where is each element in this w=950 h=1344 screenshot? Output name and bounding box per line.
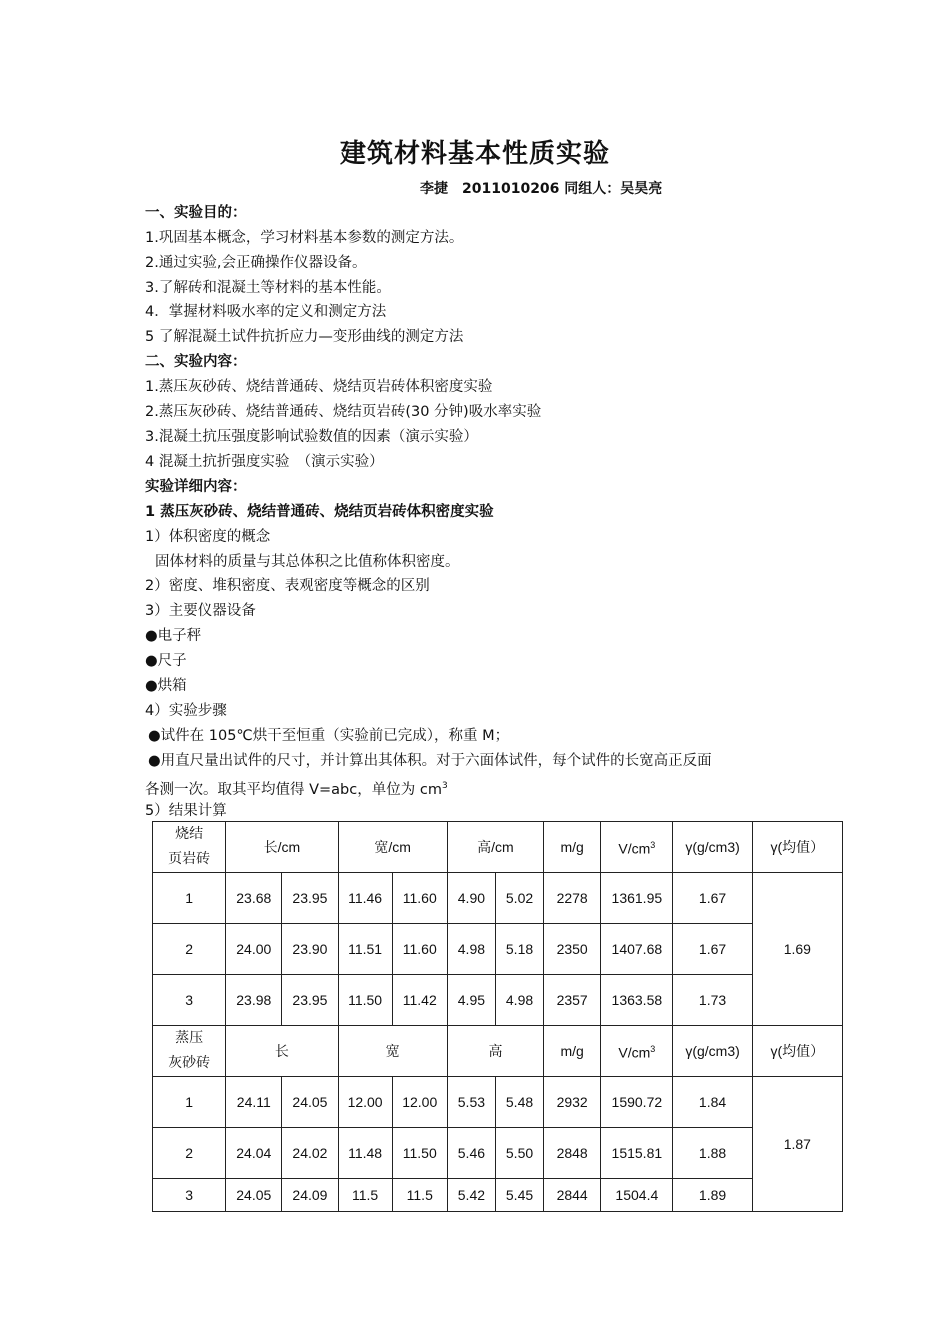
cell-value: 5.42 (447, 1179, 495, 1212)
subsection-heading: 1 蒸压灰砂砖、烧结普通砖、烧结页岩砖体积密度实验 (145, 504, 494, 520)
cell-value: 12.00 (338, 1077, 392, 1128)
cell-value: 1515.81 (601, 1128, 673, 1179)
cell-value: 1590.72 (601, 1077, 673, 1128)
cell-value: 12.00 (392, 1077, 447, 1128)
cell-value: 11.50 (338, 975, 392, 1026)
cell-value: 4.98 (495, 975, 543, 1026)
header-mass: m/g (544, 1026, 601, 1077)
bullet-item: ●尺子 (145, 653, 187, 669)
cell-value: 1.67 (673, 873, 752, 924)
bullet-item: ●烘箱 (145, 678, 187, 694)
cell-value: 11.46 (338, 873, 392, 924)
cell-value: 23.95 (282, 873, 338, 924)
cell-value: 5.02 (495, 873, 543, 924)
cell-value: 11.50 (392, 1128, 447, 1179)
cell-index: 1 (153, 1077, 226, 1128)
cell-value: 2278 (544, 873, 601, 924)
header-width: 宽 (338, 1026, 447, 1077)
table-row (153, 924, 843, 975)
cell-value: 2350 (544, 924, 601, 975)
cell-value: 1361.95 (601, 873, 673, 924)
section-heading: 一、实验目的： (145, 205, 247, 221)
table-row (153, 1128, 843, 1179)
results-table (152, 821, 843, 1212)
table-row (153, 873, 843, 924)
paragraph: 1）体积密度的概念 (145, 529, 271, 545)
cell-value: 11.60 (392, 924, 447, 975)
paragraph: 5 了解混凝土试件抗折应力—变形曲线的测定方法 (145, 329, 464, 345)
cell-value: 4.90 (447, 873, 495, 924)
cell-value: 1407.68 (601, 924, 673, 975)
cell-value: 24.09 (282, 1179, 338, 1212)
table-row (153, 1077, 843, 1128)
paragraph (145, 776, 448, 800)
paragraph: 4）实验步骤 (145, 703, 227, 719)
cell-index: 2 (153, 924, 226, 975)
header-height: 高/cm (447, 822, 543, 873)
header-width: 宽/cm (338, 822, 447, 873)
document-title: 建筑材料基本性质实验 (339, 139, 610, 169)
sample-name-line: 灰砂砖 (168, 1055, 211, 1071)
cell-value: 4.98 (447, 924, 495, 975)
table-row (153, 975, 843, 1026)
superscript: 3 (441, 781, 448, 791)
bullet-item: ●试件在 105℃烘干至恒重（实验前已完成），称重 M； (148, 728, 510, 744)
header-density: γ(g/cm3) (673, 822, 752, 873)
cell-value: 5.48 (495, 1077, 543, 1128)
cell-value: 23.90 (282, 924, 338, 975)
cell-value: 4.95 (447, 975, 495, 1026)
table1-header-row (153, 822, 843, 873)
cell-value: 2848 (544, 1128, 601, 1179)
cell-value: 24.11 (226, 1077, 282, 1128)
cell-index: 3 (153, 975, 226, 1026)
paragraph: 2.蒸压灰砂砖、烧结普通砖、烧结页岩砖(30 分钟)吸水率实验 (145, 404, 542, 420)
superscript: 3 (650, 1043, 656, 1054)
cell-value: 1.67 (673, 924, 752, 975)
cell-value: 1.84 (673, 1077, 752, 1128)
cell-value: 11.42 (392, 975, 447, 1026)
cell-value: 23.95 (282, 975, 338, 1026)
paragraph: 1.蒸压灰砂砖、烧结普通砖、烧结页岩砖体积密度实验 (145, 379, 493, 395)
cell-value: 5.45 (495, 1179, 543, 1212)
cell-value: 2932 (544, 1077, 601, 1128)
table-row (153, 1179, 843, 1212)
cell-value: 24.05 (282, 1077, 338, 1128)
paragraph: 4．掌握材料吸水率的定义和测定方法 (145, 304, 387, 320)
table2-header-row (153, 1026, 843, 1077)
paragraph: 3.了解砖和混凝土等材料的基本性能。 (145, 280, 391, 296)
header-length: 长 (226, 1026, 338, 1077)
cell-value: 2844 (544, 1179, 601, 1212)
cell-value: 11.48 (338, 1128, 392, 1179)
cell-value: 24.02 (282, 1128, 338, 1179)
cell-index: 2 (153, 1128, 226, 1179)
header-volume-text: V/cm (618, 1044, 651, 1061)
cell-value: 1363.58 (601, 975, 673, 1026)
cell-value: 23.68 (226, 873, 282, 924)
paragraph: 固体材料的质量与其总体积之比值称体积密度。 (155, 554, 460, 570)
cell-index: 1 (153, 873, 226, 924)
sample-name-line: 蒸压 (175, 1030, 204, 1046)
paragraph-text: 各测一次。取其平均值得 V=abc，单位为 cm (145, 781, 442, 798)
cell-value: 5.46 (447, 1128, 495, 1179)
cell-value: 5.53 (447, 1077, 495, 1128)
cell-value: 24.00 (226, 924, 282, 975)
cell-average: 1.87 (752, 1077, 842, 1212)
bullet-item: ●用直尺量出试件的尺寸，并计算出其体积。对于六面体试件，每个试件的长宽高正反面 (148, 753, 712, 769)
cell-average: 1.69 (752, 873, 842, 1026)
cell-index: 3 (153, 1179, 226, 1212)
section-heading: 二、实验内容： (145, 354, 247, 370)
header-density-avg: γ(均值） (752, 1026, 842, 1077)
paragraph: 3.混凝土抗压强度影响试验数值的因素（演示实验） (145, 429, 478, 445)
sample-name-cell (153, 822, 226, 873)
header-length: 长/cm (226, 822, 338, 873)
paragraph: 4 混凝土抗折强度实验 （演示实验） (145, 454, 384, 470)
sample-name-cell (153, 1026, 226, 1077)
cell-value: 5.18 (495, 924, 543, 975)
header-volume-text: V/cm (618, 840, 651, 857)
paragraph: 2）密度、堆积密度、表观密度等概念的区别 (145, 578, 430, 594)
header-mass: m/g (544, 822, 601, 873)
cell-value: 11.5 (338, 1179, 392, 1212)
header-density-avg: γ(均值） (752, 822, 842, 873)
cell-value: 1.89 (673, 1179, 752, 1212)
header-volume (601, 1026, 673, 1077)
header-height: 高 (447, 1026, 543, 1077)
cell-value: 1504.4 (601, 1179, 673, 1212)
paragraph: 5）结果计算 (145, 803, 227, 819)
cell-value: 2357 (544, 975, 601, 1026)
cell-value: 23.98 (226, 975, 282, 1026)
paragraph: 2.通过实验,会正确操作仪器设备。 (145, 255, 367, 271)
paragraph: 3）主要仪器设备 (145, 603, 256, 619)
superscript: 3 (650, 839, 656, 850)
section-heading: 实验详细内容： (145, 479, 247, 495)
author-line: 李捷 2011010206 同组人：吴昊亮 (420, 181, 663, 197)
sample-name-line: 页岩砖 (168, 851, 211, 867)
cell-value: 1.73 (673, 975, 752, 1026)
cell-value: 11.5 (392, 1179, 447, 1212)
header-density: γ(g/cm3) (673, 1026, 752, 1077)
cell-value: 1.88 (673, 1128, 752, 1179)
cell-value: 11.51 (338, 924, 392, 975)
sample-name-line: 烧结 (175, 826, 204, 842)
cell-value: 24.05 (226, 1179, 282, 1212)
cell-value: 5.50 (495, 1128, 543, 1179)
cell-value: 11.60 (392, 873, 447, 924)
cell-value: 24.04 (226, 1128, 282, 1179)
header-volume (601, 822, 673, 873)
paragraph: 1.巩固基本概念，学习材料基本参数的测定方法。 (145, 230, 464, 246)
bullet-item: ●电子秤 (145, 628, 202, 644)
